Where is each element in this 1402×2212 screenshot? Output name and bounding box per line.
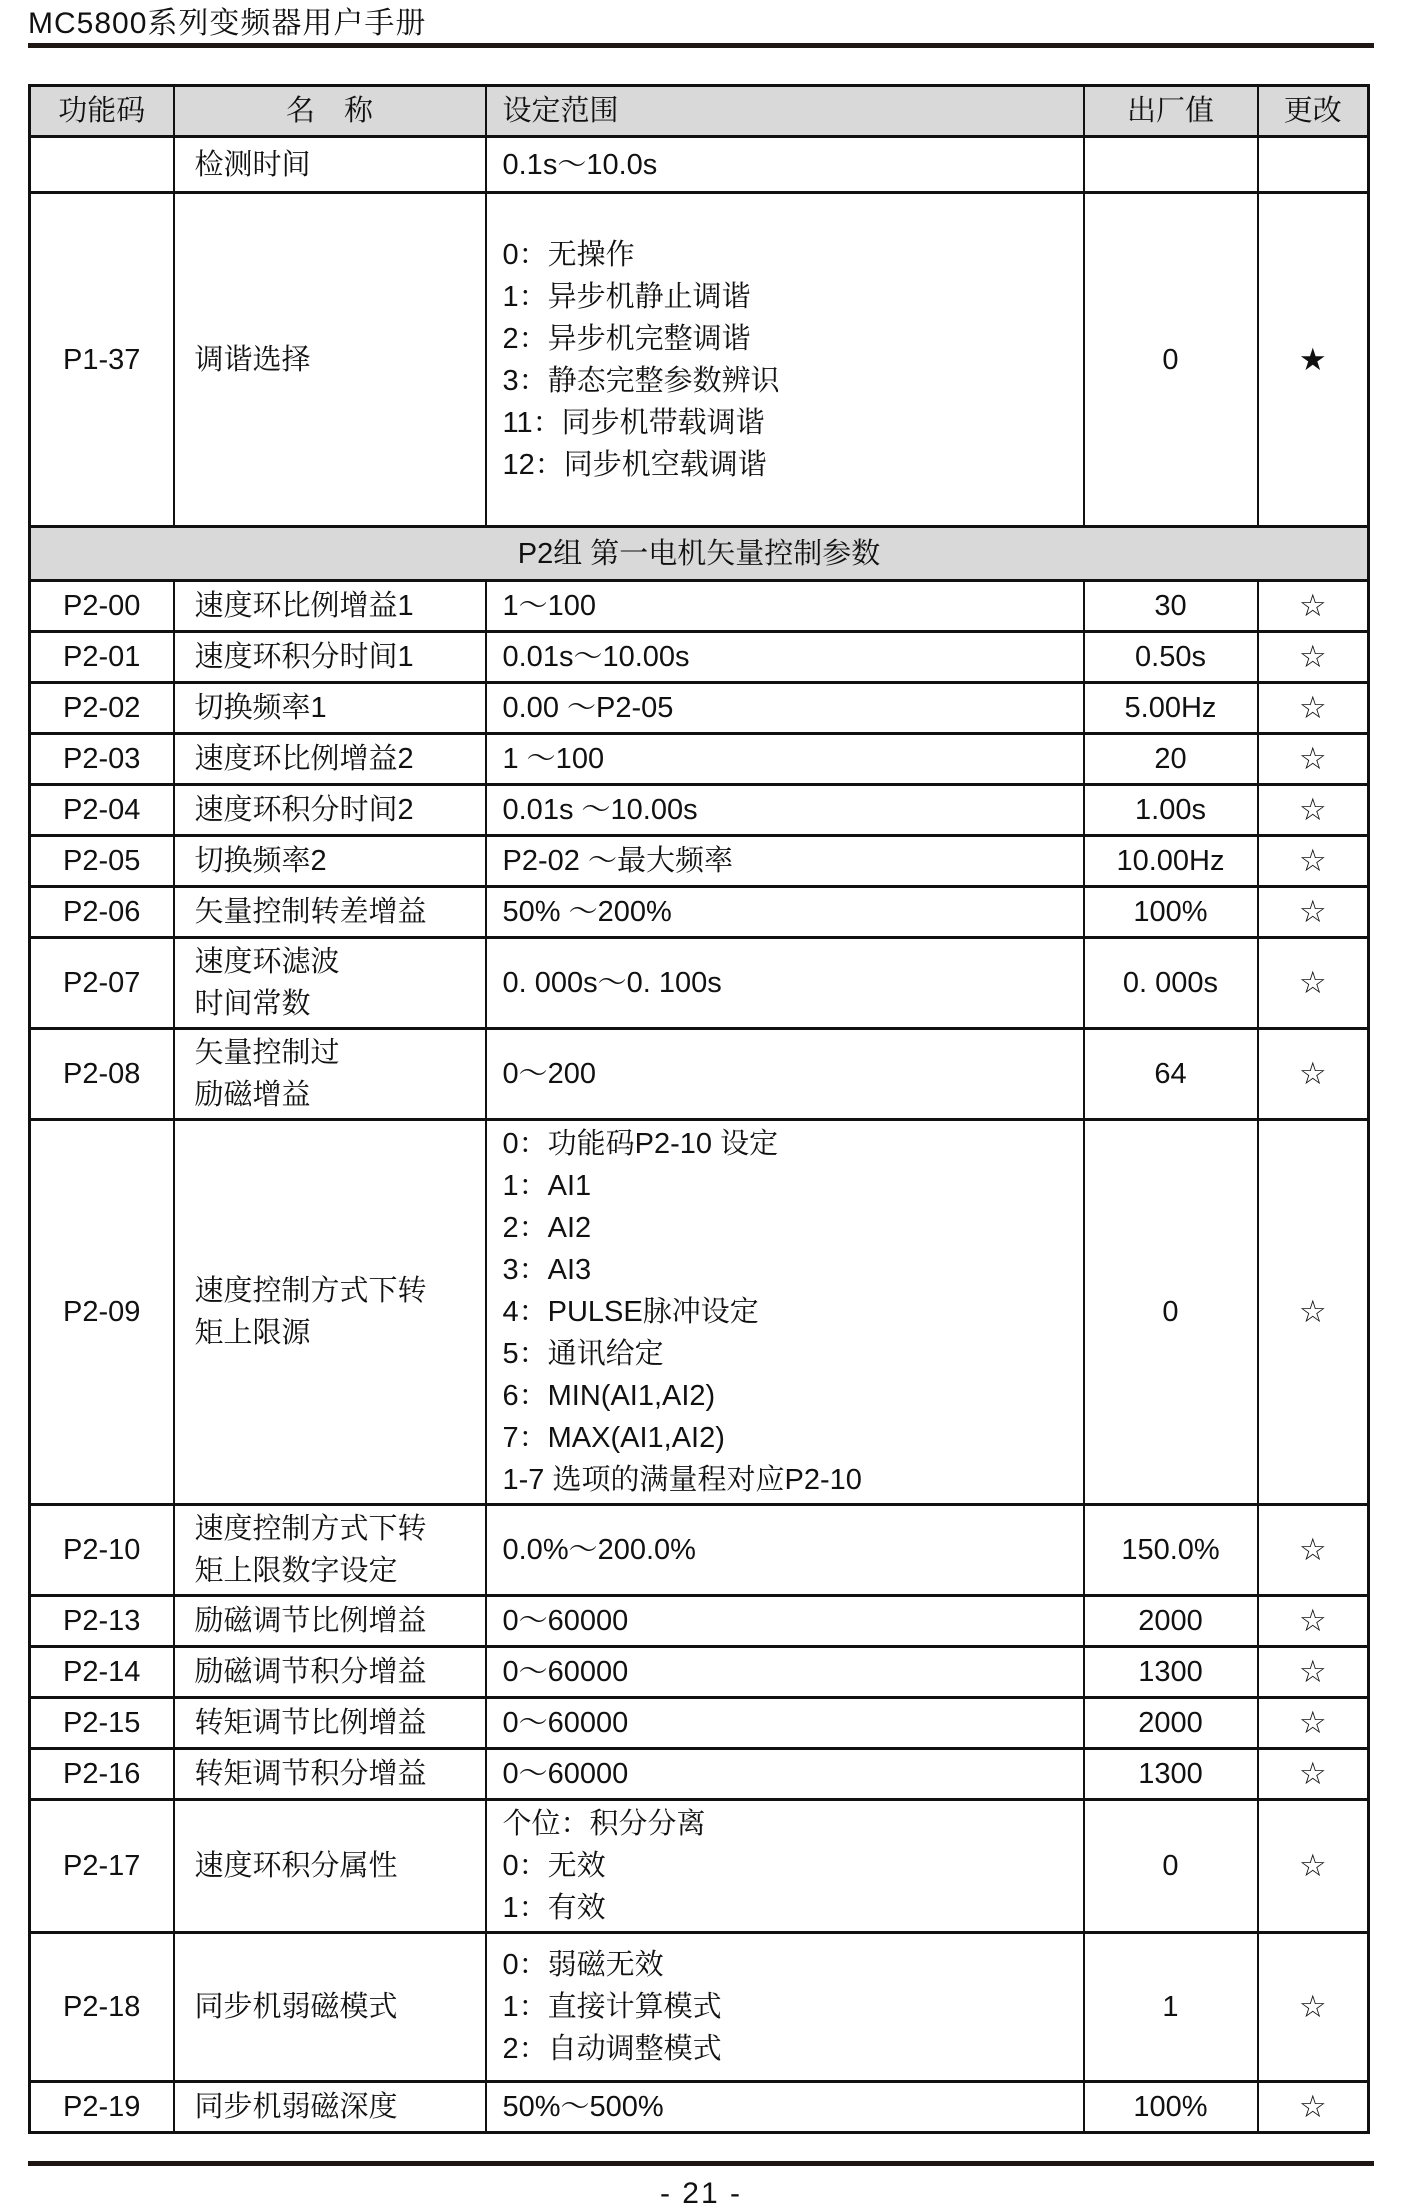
cell-change-star-line: ☆ — [1298, 894, 1327, 929]
cell-name — [174, 1505, 486, 1596]
cell-setting-range — [486, 938, 1084, 1029]
cell-change-star-line: ☆ — [1298, 1756, 1327, 1791]
cell-change-star-line: ☆ — [1298, 1603, 1327, 1638]
cell-setting-range — [486, 1596, 1084, 1647]
cell-factory-default — [1084, 193, 1258, 527]
cell-change-star — [1258, 887, 1369, 938]
col-header-change: 更改 — [1258, 86, 1369, 137]
cell-setting-range-line: 2：AI2 — [502, 1212, 592, 1244]
cell-change-star-line: ☆ — [1298, 1848, 1327, 1883]
cell-function-code — [30, 1698, 174, 1749]
cell-change-star — [1258, 1698, 1369, 1749]
param-row — [30, 193, 1369, 527]
cell-name — [174, 1029, 486, 1120]
cell-setting-range-line: 50%～500% — [502, 2091, 664, 2123]
cell-factory-default-line: 1 — [1162, 1991, 1179, 2023]
cell-factory-default — [1084, 1596, 1258, 1647]
cell-setting-range-line: 6：MIN(AI1,AI2) — [502, 1380, 716, 1412]
cell-setting-range — [486, 581, 1084, 632]
cell-change-star-line: ☆ — [1298, 1989, 1327, 2024]
page-title: MC5800系列变频器用户手册 — [28, 7, 427, 40]
col-header-setting-range: 设定范围 — [486, 86, 1084, 137]
cell-function-code-line: P2-18 — [63, 1991, 141, 2023]
cell-change-star — [1258, 1800, 1369, 1933]
cell-change-star-line: ☆ — [1298, 1294, 1327, 1329]
page-number: - 21 - — [659, 2177, 743, 2210]
param-row — [30, 581, 1369, 632]
cell-factory-default — [1084, 1800, 1258, 1933]
cell-function-code-line: P2-08 — [63, 1058, 141, 1090]
cell-factory-default — [1084, 1749, 1258, 1800]
cell-name-line: 调谐选择 — [194, 343, 311, 376]
cell-function-code — [30, 1749, 174, 1800]
cell-function-code-line: P2-07 — [63, 967, 141, 999]
cell-factory-default — [1084, 2082, 1258, 2133]
cell-change-star — [1258, 836, 1369, 887]
cell-factory-default-line: 0.50s — [1135, 641, 1206, 673]
cell-setting-range — [486, 683, 1084, 734]
cell-name — [174, 938, 486, 1029]
cell-factory-default-line: 5.00Hz — [1124, 692, 1217, 724]
cell-name-line: 励磁调节比例增益 — [194, 1605, 427, 1637]
cell-factory-default — [1084, 137, 1258, 193]
cell-name-line: 速度环积分时间1 — [194, 641, 414, 673]
param-row — [30, 1029, 1369, 1120]
cell-name-line: 速度控制方式下转 — [194, 1513, 427, 1545]
cell-function-code — [30, 1933, 174, 2082]
cell-change-star-line: ☆ — [1298, 792, 1327, 827]
cell-name-line: 矢量控制转差增益 — [194, 896, 427, 928]
parameter-table — [28, 84, 1370, 2134]
cell-function-code-line: P2-01 — [63, 641, 141, 673]
cell-name — [174, 581, 486, 632]
cell-setting-range-line: 0. 000s～0. 100s — [502, 967, 722, 999]
cell-name — [174, 734, 486, 785]
cell-setting-range — [486, 785, 1084, 836]
param-row — [30, 1505, 1369, 1596]
table-header-row — [30, 86, 1369, 137]
cell-change-star-line: ☆ — [1298, 741, 1327, 776]
cell-setting-range-line: 0～60000 — [502, 1707, 629, 1739]
cell-setting-range-line: 0.01s～10.00s — [502, 641, 690, 673]
cell-change-star — [1258, 1505, 1369, 1596]
cell-function-code-line: P2-19 — [63, 2091, 141, 2123]
cell-function-code — [30, 632, 174, 683]
cell-name — [174, 785, 486, 836]
cell-setting-range-line: 0.01s ～10.00s — [502, 794, 698, 826]
cell-function-code-line: P2-09 — [63, 1296, 141, 1328]
cell-function-code-line: P2-14 — [63, 1656, 141, 1688]
cell-name-line: 励磁增益 — [194, 1079, 311, 1111]
cell-setting-range — [486, 734, 1084, 785]
cell-function-code-line: P2-02 — [63, 692, 141, 724]
cell-change-star — [1258, 2082, 1369, 2133]
cell-function-code-line: P2-13 — [63, 1605, 141, 1637]
cell-factory-default — [1084, 938, 1258, 1029]
cell-factory-default — [1084, 1933, 1258, 2082]
cell-setting-range — [486, 632, 1084, 683]
cell-setting-range-line: 0～60000 — [502, 1605, 629, 1637]
cell-setting-range-line: 3：静态完整参数辨识 — [502, 364, 780, 397]
param-row — [30, 137, 1369, 193]
cell-name — [174, 887, 486, 938]
cell-setting-range-line: 2：异步机完整调谐 — [502, 322, 751, 355]
cell-function-code — [30, 683, 174, 734]
cell-setting-range-line: 0：无效 — [502, 1850, 606, 1882]
cell-setting-range — [486, 2082, 1084, 2133]
cell-function-code — [30, 193, 174, 527]
cell-name — [174, 1698, 486, 1749]
cell-change-star — [1258, 683, 1369, 734]
cell-factory-default — [1084, 734, 1258, 785]
cell-name — [174, 1596, 486, 1647]
cell-setting-range — [486, 1749, 1084, 1800]
cell-factory-default — [1084, 1120, 1258, 1505]
cell-name-line: 切换频率2 — [194, 845, 327, 877]
param-row — [30, 1933, 1369, 2082]
cell-setting-range-line: 4：PULSE脉冲设定 — [502, 1296, 759, 1328]
cell-setting-range-line: 0.00 ～P2-05 — [502, 692, 674, 724]
param-row — [30, 1120, 1369, 1505]
cell-function-code — [30, 785, 174, 836]
cell-name-line: 速度环滤波 — [194, 946, 340, 978]
cell-factory-default-line: 1.00s — [1135, 794, 1206, 826]
cell-change-star — [1258, 1647, 1369, 1698]
cell-name-line: 切换频率1 — [194, 692, 327, 724]
cell-factory-default — [1084, 683, 1258, 734]
cell-name-line: 矢量控制过 — [194, 1037, 340, 1069]
col-header-function-code: 功能码 — [30, 86, 174, 137]
cell-factory-default — [1084, 581, 1258, 632]
cell-factory-default — [1084, 632, 1258, 683]
param-row — [30, 1749, 1369, 1800]
cell-factory-default-line: 2000 — [1138, 1707, 1203, 1739]
cell-name-line: 转矩调节积分增益 — [194, 1758, 427, 1790]
cell-name — [174, 683, 486, 734]
cell-setting-range — [486, 1800, 1084, 1933]
cell-function-code — [30, 1120, 174, 1505]
cell-function-code — [30, 581, 174, 632]
cell-setting-range-line: 0：弱磁无效 — [502, 1949, 664, 1981]
cell-function-code — [30, 137, 174, 193]
col-header-factory-default: 出厂值 — [1084, 86, 1258, 137]
cell-change-star-line: ★ — [1298, 341, 1327, 377]
param-row — [30, 938, 1369, 1029]
cell-setting-range-line: 1：直接计算模式 — [502, 1991, 722, 2023]
cell-function-code — [30, 2082, 174, 2133]
cell-setting-range-line: 2：自动调整模式 — [502, 2033, 722, 2065]
cell-change-star-line: ☆ — [1298, 639, 1327, 674]
cell-change-star — [1258, 632, 1369, 683]
param-row — [30, 1647, 1369, 1698]
cell-name — [174, 1933, 486, 2082]
cell-factory-default — [1084, 1505, 1258, 1596]
cell-change-star — [1258, 137, 1369, 193]
cell-factory-default-line: 0. 000s — [1122, 967, 1219, 999]
cell-change-star — [1258, 193, 1369, 527]
cell-setting-range-line: 0～60000 — [502, 1758, 629, 1790]
param-row — [30, 683, 1369, 734]
cell-change-star — [1258, 785, 1369, 836]
cell-setting-range-line: 1：异步机静止调谐 — [502, 280, 751, 313]
param-row — [30, 785, 1369, 836]
cell-name-line: 速度环积分时间2 — [194, 794, 414, 826]
cell-change-star — [1258, 1029, 1369, 1120]
param-row — [30, 734, 1369, 785]
cell-setting-range-line: 个位：积分分离 — [502, 1808, 706, 1840]
cell-factory-default-line: 100% — [1133, 2091, 1208, 2123]
cell-name-line: 速度环比例增益1 — [194, 590, 414, 622]
cell-setting-range-line: 3：AI3 — [502, 1254, 592, 1286]
cell-function-code — [30, 938, 174, 1029]
param-row — [30, 1698, 1369, 1749]
cell-factory-default-line: 0 — [1162, 1850, 1179, 1882]
cell-function-code — [30, 887, 174, 938]
cell-function-code — [30, 1029, 174, 1120]
cell-change-star — [1258, 938, 1369, 1029]
cell-setting-range-line: 0：无操作 — [502, 238, 635, 271]
cell-name-line: 同步机弱磁模式 — [194, 1991, 398, 2023]
cell-setting-range-line: 50% ～200% — [502, 896, 672, 928]
cell-factory-default — [1084, 836, 1258, 887]
cell-factory-default-line: 10.00Hz — [1116, 845, 1225, 877]
cell-name-line: 速度环比例增益2 — [194, 743, 414, 775]
cell-setting-range — [486, 1698, 1084, 1749]
footer-divider — [28, 2161, 1374, 2166]
cell-function-code-line: P2-16 — [63, 1758, 141, 1790]
cell-name — [174, 632, 486, 683]
cell-setting-range — [486, 1505, 1084, 1596]
cell-change-star — [1258, 1120, 1369, 1505]
cell-factory-default — [1084, 887, 1258, 938]
param-row — [30, 887, 1369, 938]
cell-function-code — [30, 1505, 174, 1596]
cell-function-code — [30, 734, 174, 785]
cell-function-code-line: P2-00 — [63, 590, 141, 622]
cell-factory-default — [1084, 1698, 1258, 1749]
cell-name — [174, 137, 486, 193]
cell-name — [174, 1749, 486, 1800]
cell-function-code-line: P2-15 — [63, 1707, 141, 1739]
title-divider — [28, 43, 1374, 48]
cell-setting-range-line: 0.0%～200.0% — [502, 1534, 696, 1566]
cell-factory-default-line: 0 — [1162, 343, 1179, 376]
cell-change-star-line: ☆ — [1298, 690, 1327, 725]
cell-name — [174, 193, 486, 527]
cell-change-star-line: ☆ — [1298, 1705, 1327, 1740]
cell-name — [174, 1800, 486, 1933]
cell-change-star — [1258, 1933, 1369, 2082]
cell-function-code-line: P2-05 — [63, 845, 141, 877]
cell-setting-range-line: 1～100 — [502, 590, 597, 622]
cell-factory-default-line: 1300 — [1138, 1656, 1203, 1688]
cell-change-star-line: ☆ — [1298, 1654, 1327, 1689]
section-header-label-line: P2组 第一电机矢量控制参数 — [517, 537, 881, 570]
cell-name-line: 速度控制方式下转 — [194, 1275, 427, 1307]
section-header-label — [30, 527, 1369, 581]
cell-factory-default — [1084, 1029, 1258, 1120]
cell-function-code-line: P2-03 — [63, 743, 141, 775]
cell-name-line: 速度环积分属性 — [194, 1850, 398, 1882]
cell-name-line: 同步机弱磁深度 — [194, 2091, 398, 2123]
cell-change-star — [1258, 581, 1369, 632]
cell-change-star — [1258, 1749, 1369, 1800]
cell-setting-range — [486, 193, 1084, 527]
cell-setting-range — [486, 1647, 1084, 1698]
cell-setting-range-line: 11：同步机带载调谐 — [502, 406, 765, 439]
cell-function-code-line: P2-17 — [63, 1850, 141, 1882]
param-row — [30, 1596, 1369, 1647]
cell-function-code-line: P2-04 — [63, 794, 141, 826]
cell-factory-default-line: 30 — [1154, 590, 1187, 622]
cell-function-code — [30, 836, 174, 887]
cell-name — [174, 836, 486, 887]
cell-setting-range-line: 0～200 — [502, 1058, 597, 1090]
cell-change-star-line: ☆ — [1298, 2089, 1327, 2124]
cell-factory-default-line: 64 — [1154, 1058, 1187, 1090]
cell-factory-default — [1084, 1647, 1258, 1698]
cell-factory-default-line: 150.0% — [1121, 1534, 1220, 1566]
cell-change-star-line: ☆ — [1298, 843, 1327, 878]
cell-name-line: 检测时间 — [194, 148, 311, 181]
cell-setting-range-line: 7：MAX(AI1,AI2) — [502, 1422, 725, 1454]
cell-function-code-line: P2-10 — [63, 1534, 141, 1566]
cell-change-star-line: ☆ — [1298, 965, 1327, 1000]
cell-factory-default-line: 2000 — [1138, 1605, 1203, 1637]
cell-setting-range — [486, 836, 1084, 887]
cell-change-star-line: ☆ — [1298, 1532, 1327, 1567]
param-row — [30, 1800, 1369, 1933]
cell-function-code — [30, 1596, 174, 1647]
cell-setting-range-line: 1：有效 — [502, 1892, 606, 1924]
cell-name-line: 励磁调节积分增益 — [194, 1656, 427, 1688]
cell-change-star — [1258, 734, 1369, 785]
cell-setting-range-line: 12：同步机空载调谐 — [502, 448, 767, 481]
cell-setting-range-line: 5：通讯给定 — [502, 1338, 664, 1370]
cell-setting-range — [486, 1120, 1084, 1505]
cell-setting-range-line: 1：AI1 — [502, 1170, 592, 1202]
cell-name-line: 矩上限源 — [194, 1317, 311, 1349]
param-row — [30, 2082, 1369, 2133]
cell-factory-default-line: 100% — [1133, 896, 1208, 928]
cell-factory-default-line: 20 — [1154, 743, 1187, 775]
cell-setting-range-line: 0：功能码P2-10 设定 — [502, 1128, 779, 1160]
param-row — [30, 836, 1369, 887]
cell-factory-default — [1084, 785, 1258, 836]
cell-function-code-line: P1-37 — [63, 343, 141, 376]
cell-setting-range — [486, 887, 1084, 938]
cell-setting-range — [486, 1933, 1084, 2082]
cell-name-line: 时间常数 — [194, 988, 311, 1020]
cell-function-code — [30, 1647, 174, 1698]
param-row — [30, 632, 1369, 683]
cell-change-star — [1258, 1596, 1369, 1647]
cell-name — [174, 2082, 486, 2133]
cell-setting-range-line: 1 ～100 — [502, 743, 605, 775]
cell-name-line: 转矩调节比例增益 — [194, 1707, 427, 1739]
cell-function-code — [30, 1800, 174, 1933]
section-header-row — [30, 527, 1369, 581]
cell-change-star-line: ☆ — [1298, 1056, 1327, 1091]
cell-change-star-line: ☆ — [1298, 588, 1327, 623]
cell-name — [174, 1647, 486, 1698]
cell-setting-range-line: P2-02 ～最大频率 — [502, 845, 733, 877]
cell-factory-default-line: 0 — [1162, 1296, 1179, 1328]
cell-setting-range-line: 0.1s～10.0s — [502, 148, 658, 181]
cell-name — [174, 1120, 486, 1505]
cell-setting-range-line: 0～60000 — [502, 1656, 629, 1688]
cell-setting-range-line: 1-7 选项的满量程对应P2-10 — [502, 1464, 862, 1496]
cell-setting-range — [486, 1029, 1084, 1120]
cell-function-code-line: P2-06 — [63, 896, 141, 928]
col-header-name: 名 称 — [174, 86, 486, 137]
cell-factory-default-line: 1300 — [1138, 1758, 1203, 1790]
cell-name-line: 矩上限数字设定 — [194, 1555, 398, 1587]
cell-setting-range — [486, 137, 1084, 193]
